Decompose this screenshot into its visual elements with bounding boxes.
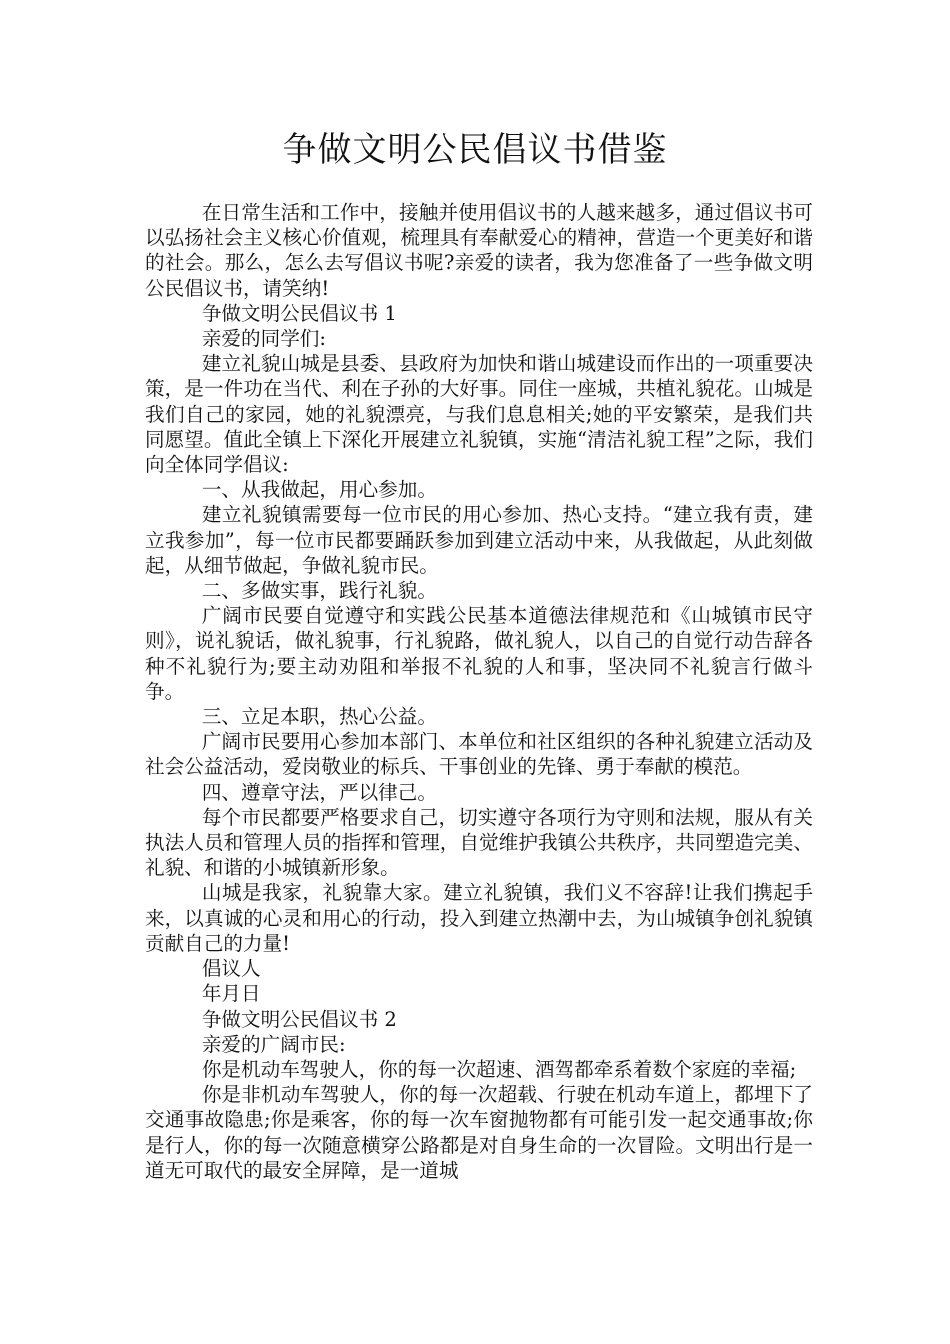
salutation-1: 亲爱的同学们: xyxy=(201,327,326,351)
document-title: 争做文明公民倡议书借鉴 xyxy=(282,130,668,170)
body-paragraph: 你是非机动车驾驶人，你的每一次超载、行驶在机动车道上，都埋下了交通事故隐患;你是乘客，你的每一次车窗抛物都有可能引发一起交通事故;你是行人，你的每一次随意横穿公路都是对自身生命的一次冒险。文明出行是一道无可取代的最安全屏障，是一道城 xyxy=(145,1083,813,1182)
section-heading-1: 争做文明公民倡议书 1 xyxy=(201,301,397,325)
point-heading-1: 一、从我做起，用心参加。 xyxy=(201,478,437,502)
closing-paragraph: 山城是我家，礼貌靠大家。建立礼貌镇，我们义不容辞!让我们携起手来，以真诚的心灵和用心的行动，投入到建立热潮中去，为山城镇争创礼貌镇贡献自己的力量! xyxy=(145,881,813,955)
body-paragraph: 每个市民都要严格要求自己，切实遵守各项行为守则和法规，服从有关执法人员和管理人员的指挥和管理，自觉维护我镇公共秩序，共同塑造完美、礼貌、和谐的小城镇新形象。 xyxy=(145,805,813,880)
document-body xyxy=(145,200,813,1183)
body-paragraph: 建立礼貌山城是县委、县政府为加快和谐山城建设而作出的一项重要决策，是一件功在当代、利在子孙的大好事。同住一座城，共植礼貌花。山城是我们自己的家园，她的礼貌漂亮，与我们息息相关;她的平安繁荣，是我们共同愿望。值此全镇上下深化开展建立礼貌镇，实施“清洁礼貌工程”之际，我们向全体同学倡议: xyxy=(145,352,813,477)
body-paragraph: 广阔市民要用心参加本部门、本单位和社区组织的各种礼貌建立活动及社会公益活动，爱岗敬业的标兵、干事创业的先锋、勇于奉献的模范。 xyxy=(145,730,813,779)
point-heading-3: 三、立足本职，热心公益。 xyxy=(201,705,437,729)
date-line: 年月日 xyxy=(201,982,261,1006)
section-heading-2: 争做文明公民倡议书 2 xyxy=(201,1007,397,1031)
signature-line: 倡议人 xyxy=(201,957,261,981)
point-heading-2: 二、多做实事，践行礼貌。 xyxy=(201,579,437,603)
salutation-2: 亲爱的广阔市民: xyxy=(201,1032,346,1056)
body-paragraph: 建立礼貌镇需要每一位市民的用心参加、热心支持。“建立我有责，建立我参加”，每一位市民都要踊跃参加到建立活动中来，从我做起，从此刻做起，从细节做起，争做礼貌市民。 xyxy=(145,503,813,577)
intro-paragraph: 在日常生活和工作中，接触并使用倡议书的人越来越多，通过倡议书可以弘扬社会主义核心价值观，梳理具有奉献爱心的精神，营造一个更美好和谐的社会。那么，怎么去写倡议书呢?亲爱的读者，我为您准备了一些争做文明公民倡议书，请笑纳! xyxy=(145,201,813,300)
point-heading-4: 四、遵章守法，严以律己。 xyxy=(201,780,437,804)
body-paragraph: 你是机动车驾驶人，你的每一次超速、酒驾都牵系着数个家庭的幸福; xyxy=(201,1057,797,1081)
body-paragraph: 广阔市民要自觉遵守和实践公民基本道德法律规范和《山城镇市民守则》，说礼貌话，做礼貌事，行礼貌路，做礼貌人，以自己的自觉行动告辞各种不礼貌行为;要主动劝阻和举报不礼貌的人和事，坚决同不礼貌言行做斗争。 xyxy=(145,604,813,703)
